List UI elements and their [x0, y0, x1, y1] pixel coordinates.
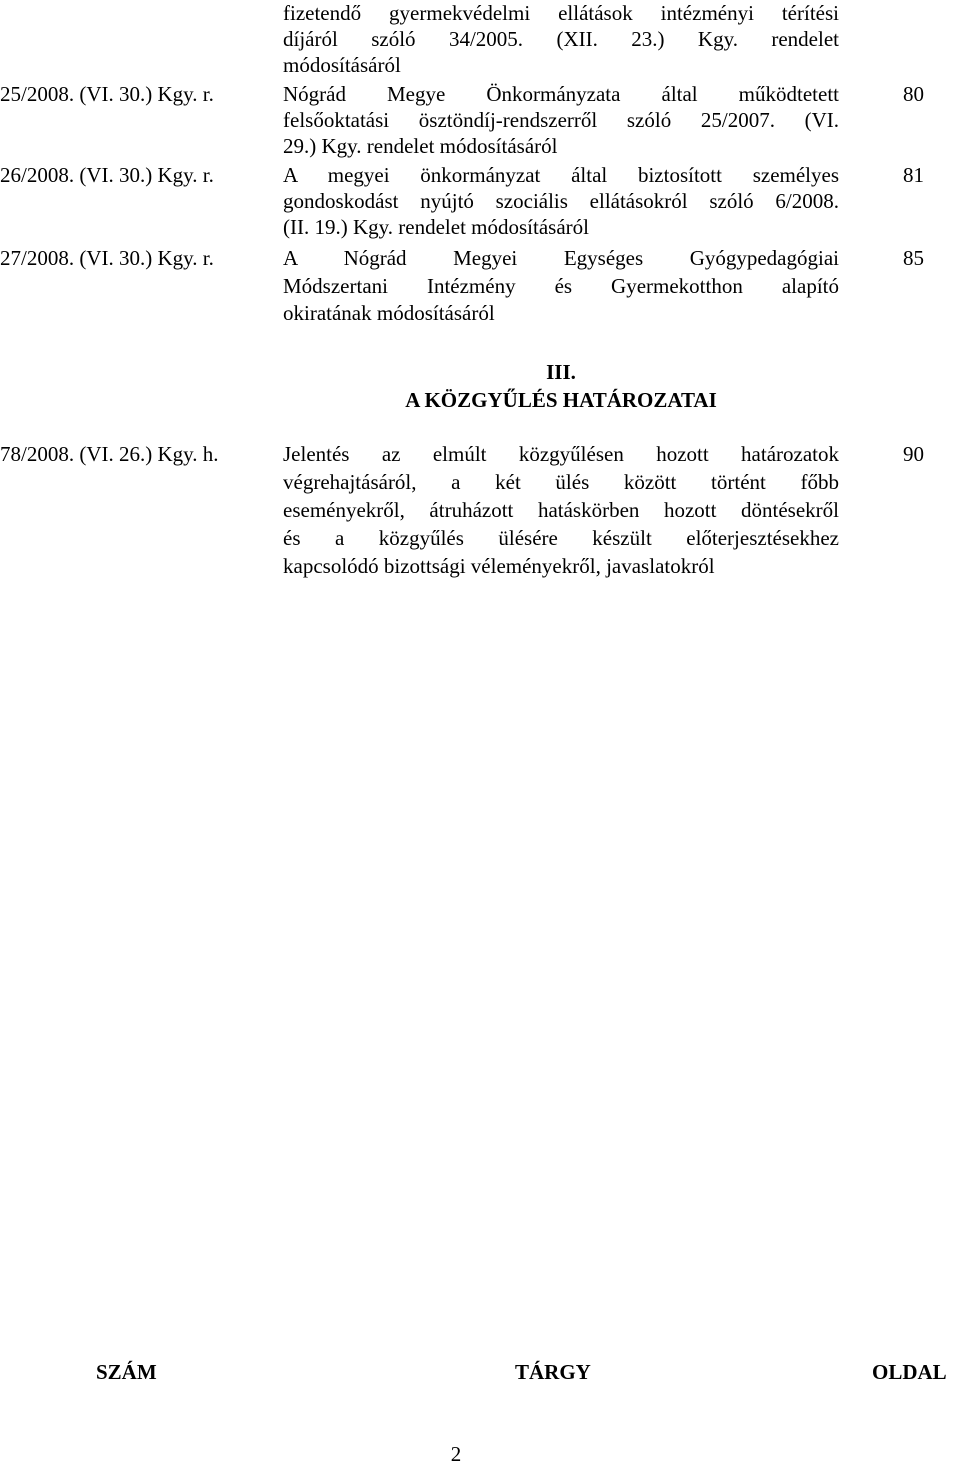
- entry-number: 27/2008. (VI. 30.) Kgy. r.: [0, 246, 214, 270]
- entry-page: 90: [903, 442, 924, 466]
- entry-subject-line: 29.) Kgy. rendelet módosításáról: [283, 134, 558, 158]
- entry-page: 85: [903, 246, 924, 270]
- entry-subject-line: A Nógrád Megyei Egységes Gyógypedagógiai: [283, 246, 839, 270]
- entry-subject-line: kapcsolódó bizottsági véleményekről, javaslatokról: [283, 554, 715, 578]
- entry-number: 25/2008. (VI. 30.) Kgy. r.: [0, 82, 214, 106]
- entry-subject-line: A megyei önkormányzat által biztosított személyes: [283, 163, 839, 187]
- entry-subject-line: Jelentés az elmúlt közgyűlésen hozott határozatok: [283, 442, 839, 466]
- entry-subject-line: eseményekről, átruházott hatáskörben hozott döntésekről: [283, 498, 839, 522]
- entry-subject-line: okiratának módosításáról: [283, 301, 495, 325]
- section-title: A KÖZGYŰLÉS HATÁROZATAI: [405, 388, 717, 412]
- entry-subject-line: módosításáról: [283, 53, 401, 77]
- entry-page: 80: [903, 82, 924, 106]
- entry-subject-line: és a közgyűlés ülésére készült előterjesztésekhez: [283, 526, 839, 550]
- entry-subject-line: (II. 19.) Kgy. rendelet módosításáról: [283, 215, 589, 239]
- entry-number: 78/2008. (VI. 26.) Kgy. h.: [0, 442, 219, 466]
- entry-number: 26/2008. (VI. 30.) Kgy. r.: [0, 163, 214, 187]
- entry-subject-line: Nógrád Megye Önkormányzata által működtetett: [283, 82, 839, 106]
- column-header-page: OLDAL: [872, 1360, 947, 1384]
- page-number: 2: [450, 1442, 462, 1466]
- entry-subject-line: Módszertani Intézmény és Gyermekotthon alapító: [283, 274, 839, 298]
- entry-page: 81: [903, 163, 924, 187]
- entry-subject-line: gondoskodást nyújtó szociális ellátásokról szóló 6/2008.: [283, 189, 839, 213]
- entry-subject-line: díjáról szóló 34/2005. (XII. 23.) Kgy. rendelet: [283, 27, 839, 51]
- entry-subject-line: felsőoktatási ösztöndíj-rendszerről szóló 25/2007. (VI.: [283, 108, 839, 132]
- entry-subject-line: fizetendő gyermekvédelmi ellátások intézményi térítési: [283, 1, 839, 25]
- column-header-subject: TÁRGY: [515, 1360, 591, 1384]
- entry-subject-line: végrehajtásáról, a két ülés között történt főbb: [283, 470, 839, 494]
- column-header-number: SZÁM: [96, 1360, 157, 1384]
- section-numeral: III.: [546, 360, 576, 384]
